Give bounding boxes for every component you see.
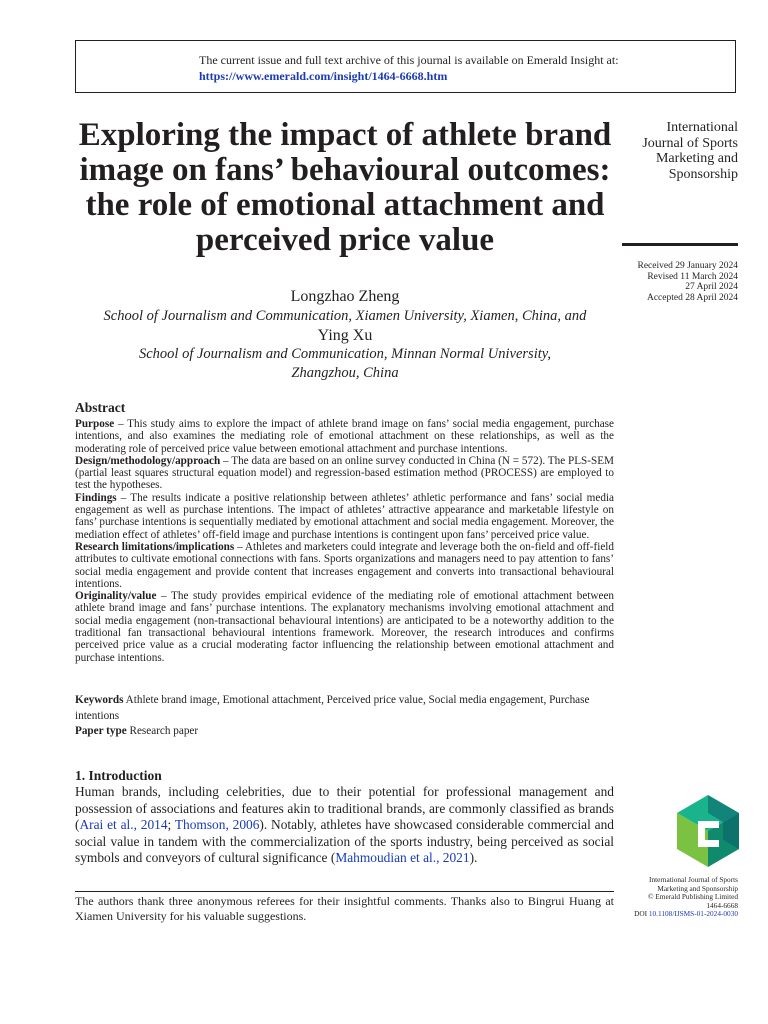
abstract-heading: Abstract <box>75 400 126 415</box>
intro-text: ). Notably, athletes have showcased considerable commercial and social value in tandem with the commercialization of the sports industry, being perceived as social symbols and conveyors of cultural significance ( <box>75 817 614 865</box>
footer-line: International Journal of Sports <box>649 875 738 884</box>
introduction-paragraph <box>75 784 614 867</box>
citation-link[interactable]: Arai et al., 2014 <box>79 817 168 832</box>
abstract-text: – The data are based on an online survey conducted in China (N = 572). The PLS-SEM (partial least squares structural equation model) and regression-based estimation method (PROCESS) are employed to test the hypotheses. <box>75 454 614 492</box>
abstract-text: – Athletes and marketers could integrate and leverage both the on-field and off-field attributes to cultivate emotional connections with fans. Sports organizations and managers need to pay attention to fans’ social media engagement and provide content that increases engagement and converts into transactional behavioural intentions. <box>75 540 614 590</box>
abstract-label: Research limitations/implications <box>75 540 235 553</box>
abstract-section <box>75 590 614 664</box>
author-affiliation: School of Journalism and Communication, Xiamen University, Xiamen, China, and <box>103 308 587 324</box>
emerald-logo-icon <box>677 795 739 867</box>
doi-line <box>600 910 738 919</box>
intro-text: ; <box>167 817 175 832</box>
author-name: Ying Xu <box>317 327 373 344</box>
citation-link[interactable]: Mahmoudian et al., 2021 <box>335 850 470 865</box>
footer-line: © Emerald Publishing Limited <box>647 892 738 902</box>
footnote-divider <box>75 891 614 892</box>
paper-type-text: Research paper <box>126 725 199 737</box>
journal-name-line: Sponsorship <box>668 166 738 182</box>
acknowledgement-footnote: The authors thank three anonymous referees for their insightful comments. Thanks also to Bingrui Huang at Xiamen University for his valuable suggestions. <box>75 894 614 923</box>
paper-type-label: Paper type <box>75 725 127 737</box>
intro-text: Human brands, including celebrities, due to their potential for professional management and possession of associations and features akin to traditional brands, are commonly classified as brands ( <box>75 784 614 832</box>
doi-label: DOI <box>634 909 649 919</box>
author-name: Longzhao Zheng <box>290 288 400 305</box>
date-revised: Revised 11 March 2024 <box>647 271 738 282</box>
abstract-section <box>75 492 614 541</box>
footer-line: Marketing and Sponsorship <box>657 883 738 893</box>
journal-footer-meta <box>600 876 738 919</box>
author-affiliation: School of Journalism and Communication, Minnan Normal University, Zhangzhou, China <box>138 346 552 381</box>
section-heading: 1. Introduction <box>75 768 162 783</box>
abstract-label: Originality/value <box>75 590 157 603</box>
abstract-text: – The study provides empirical evidence of the mediating role of emotional attachment between athlete brand image and fans’ purchase intentions. The explanatory mechanisms involving emotional attachment and social media engagement (non-transactional behavioural intentions) are anticipated to be a noteworthy addition to the traditional fan transactional behavioural intentions framework. Moreover, the research introduces and confirms perceived price value as a crucial moderating factor influencing the relationship between emotional attachment and purchase intentions. <box>75 590 614 664</box>
abstract-label: Purpose <box>75 418 115 430</box>
abstract-section <box>75 418 614 455</box>
journal-url-link[interactable]: https://www.emerald.com/insight/1464-6668.htm <box>199 69 448 83</box>
article-dates <box>600 261 738 303</box>
citation-link[interactable]: Thomson, 2006 <box>174 817 260 832</box>
date-accepted: Accepted 28 April 2024 <box>646 292 738 303</box>
abstract-label: Findings <box>75 491 117 504</box>
keywords-text: Athlete brand image, Emotional attachment, Perceived price value, Social media engagement, Purchase intentions <box>75 694 590 722</box>
date-received: Received 29 January 2024 <box>637 261 738 271</box>
keywords-label: Keywords <box>75 694 124 706</box>
journal-name <box>600 120 738 182</box>
paper-type <box>75 724 198 738</box>
archive-notice-text: The current issue and full text archive of this journal is available on Emerald Insight at: <box>199 53 619 67</box>
abstract-label: Design/methodology/approach <box>75 454 221 467</box>
journal-divider <box>622 243 738 246</box>
doi-link[interactable]: 10.1108/IJSMS-01-2024-0030 <box>648 909 738 919</box>
article-title: Exploring the impact of athlete brand image on fans’ behavioural outcomes: the role of emotional attachment and perceived price value <box>78 117 612 258</box>
intro-text: ). <box>469 850 478 865</box>
keywords <box>75 693 614 725</box>
abstract-text: – This study aims to explore the impact of athlete brand image on fans’ social media engagement, purchase intentions, and also examines the mediating role of emotional attachment on these relationships, as well as the moderating role of perceived price value between emotional attachment and purchase intentions. <box>75 418 614 455</box>
abstract-body <box>75 418 614 664</box>
footer-line: 1464-6668 <box>706 900 738 910</box>
abstract-section <box>75 455 614 492</box>
date-revised-2: 27 April 2024 <box>685 282 738 292</box>
journal-name-line: Journal of Sports <box>642 135 738 151</box>
abstract-text: – The results indicate a positive relationship between athletes’ athletic performance and fans’ social media engagement as well as purchase intentions. The impact of athletes’ attractive appearance and marketable lifestyle on fans’ purchase intentions is sequentially mediated by emotional attachment and social media engagement. Moreover, the mediation effect of athletes’ off-field image and purchase intentions is contingent upon fans’ perceived price value. <box>75 491 614 541</box>
journal-name-line: Marketing and <box>655 151 738 166</box>
abstract-section <box>75 541 614 590</box>
journal-name-line: International <box>666 120 738 135</box>
